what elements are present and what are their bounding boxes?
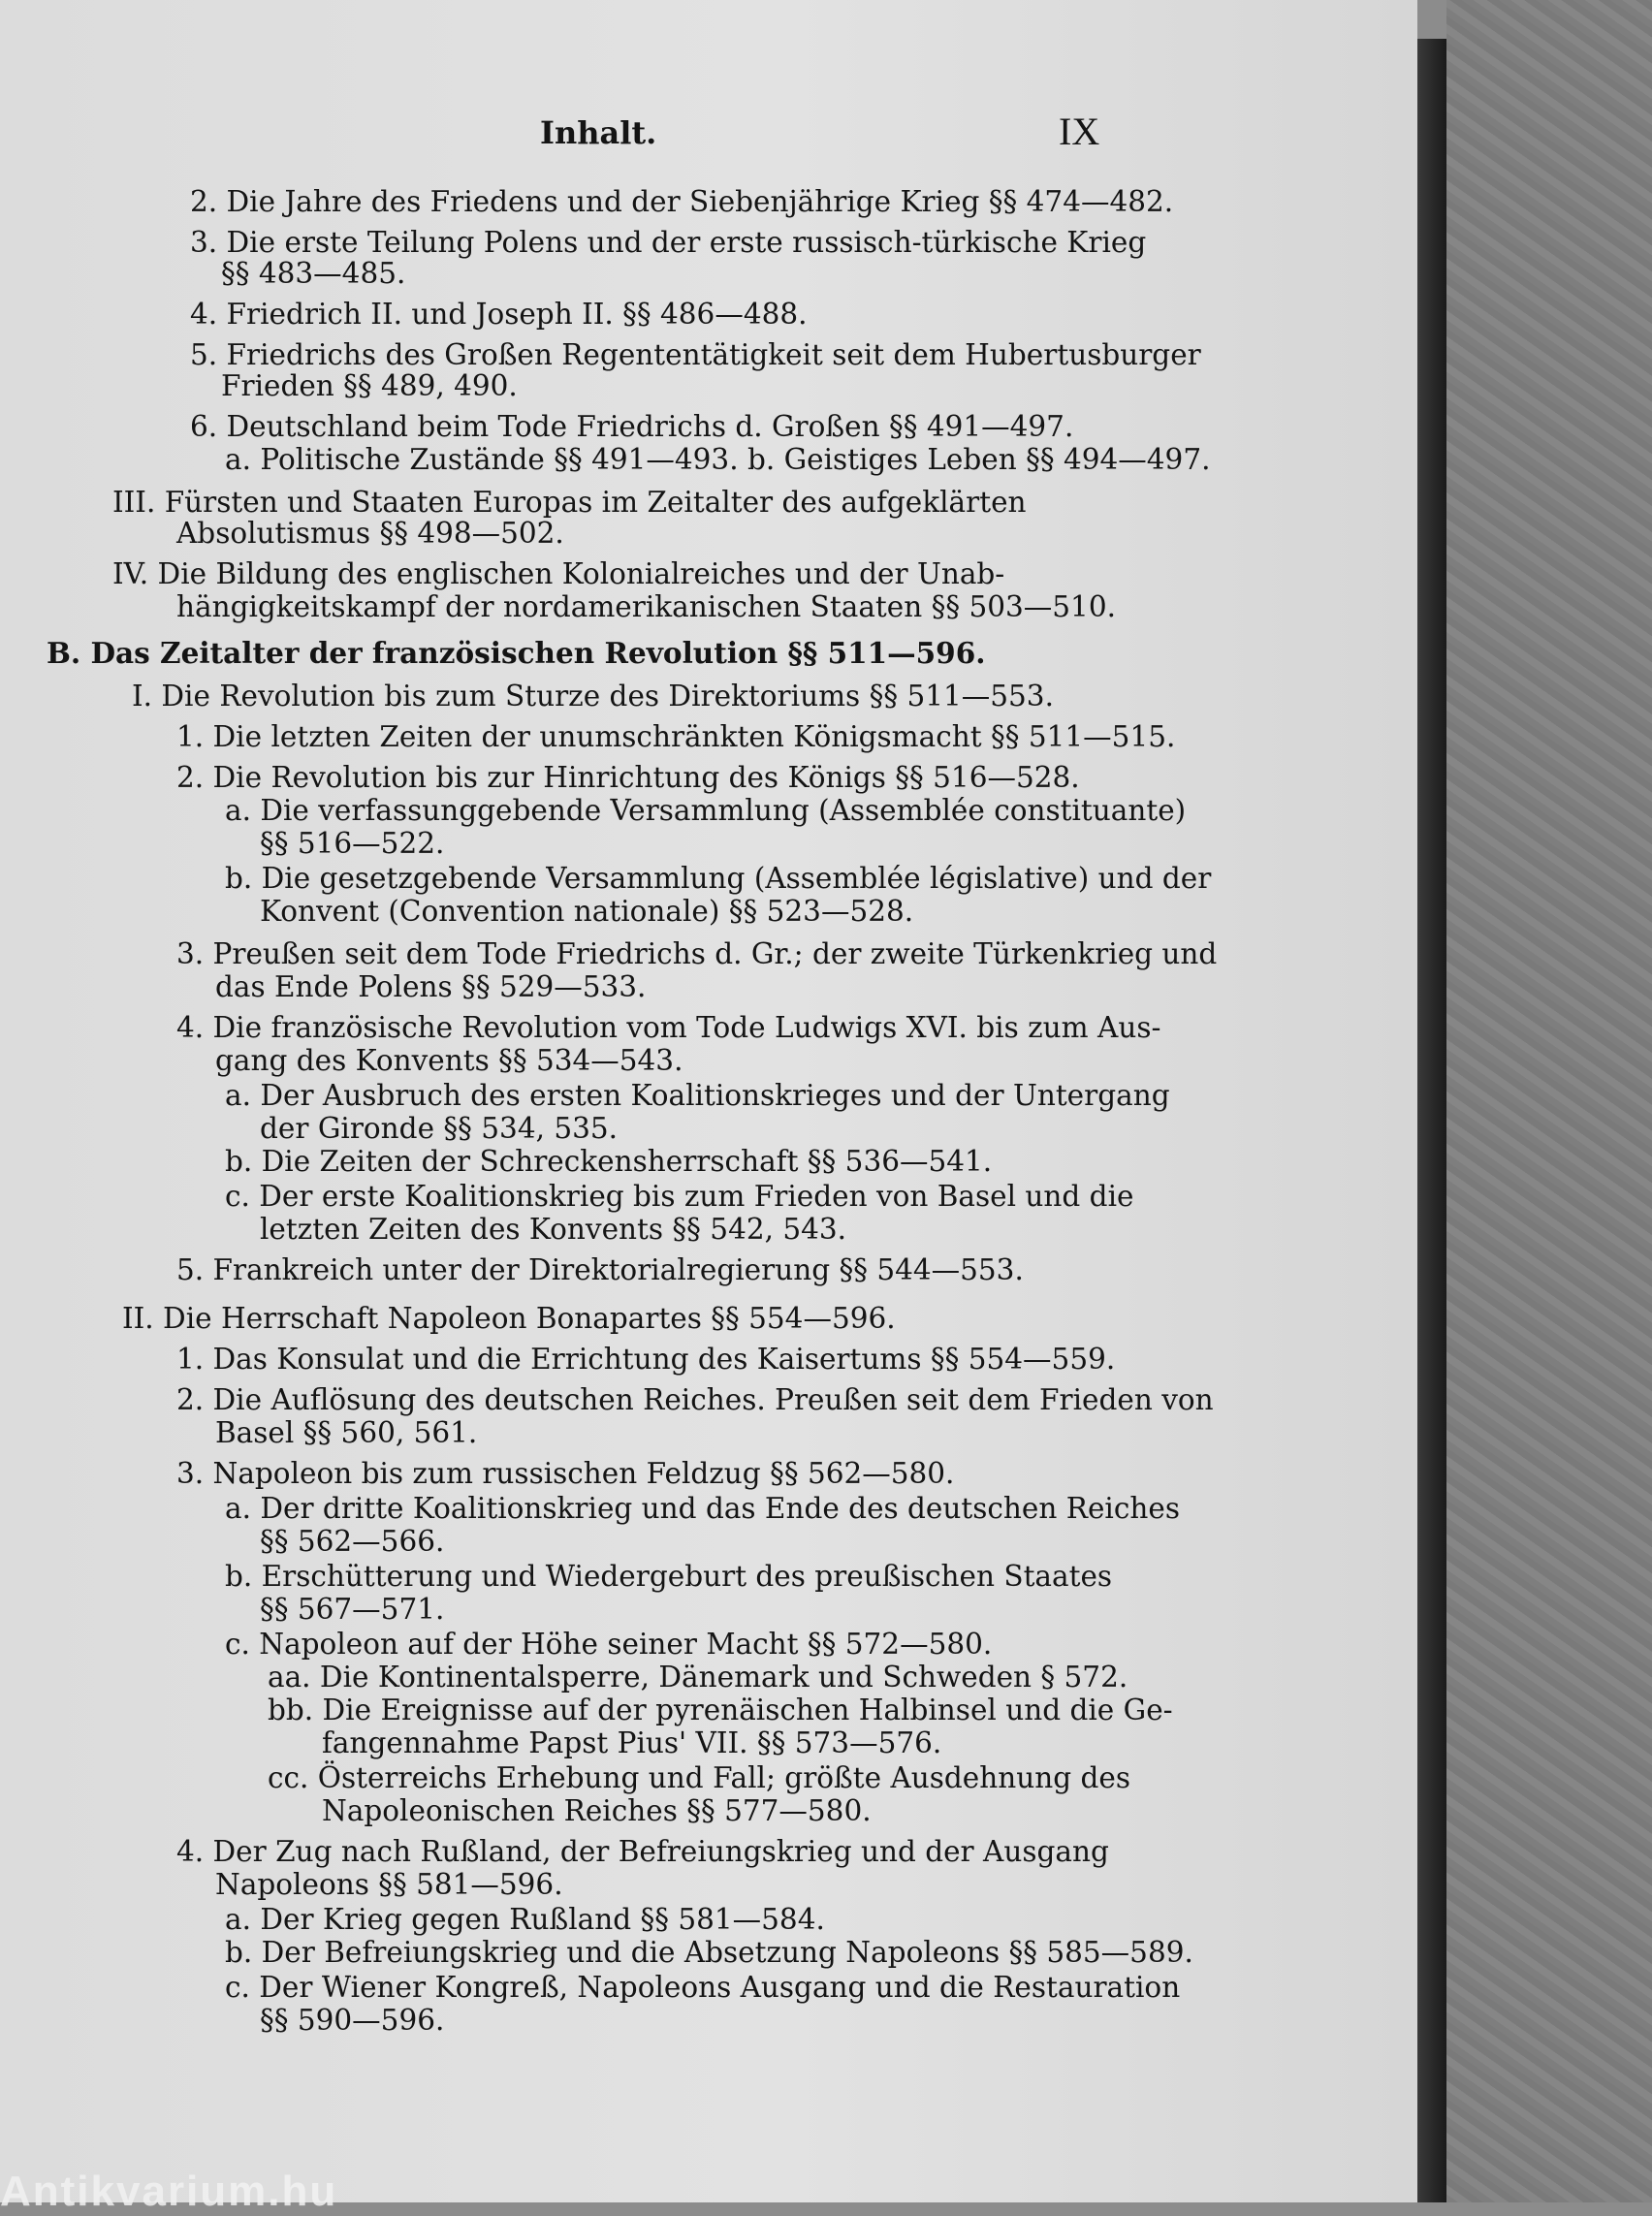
watermark-text: Antikvarium.hu bbox=[0, 2168, 338, 2215]
toc-line: b. Die gesetzgebende Versammlung (Assemblée législative) und der bbox=[225, 862, 1212, 895]
toc-line: Basel §§ 560, 561. bbox=[215, 1416, 478, 1449]
toc-line: 2. Die Jahre des Friedens und der Siebenjährige Krieg §§ 474—482. bbox=[190, 185, 1174, 218]
header-title: Inhalt. bbox=[540, 114, 657, 151]
toc-line: aa. Die Kontinentalsperre, Dänemark und Schweden § 572. bbox=[268, 1661, 1128, 1694]
toc-line: 2. Die Revolution bis zur Hinrichtung des Königs §§ 516—528. bbox=[176, 761, 1080, 794]
toc-line: der Gironde §§ 534, 535. bbox=[260, 1112, 619, 1145]
toc-line: 5. Frankreich unter der Direktorialregierung §§ 544—553. bbox=[176, 1253, 1024, 1286]
toc-line: Absolutismus §§ 498—502. bbox=[176, 517, 564, 550]
toc-line: Napoleonischen Reiches §§ 577—580. bbox=[322, 1794, 872, 1827]
toc-line: 3. Die erste Teilung Polens und der erste russisch-türkische Krieg bbox=[190, 226, 1147, 259]
toc-line: 2. Die Auflösung des deutschen Reiches. Preußen seit dem Frieden von bbox=[176, 1383, 1214, 1416]
toc-section-heading: B. Das Zeitalter der französischen Revolution §§ 511—596. bbox=[47, 636, 986, 670]
toc-line: Napoleons §§ 581—596. bbox=[215, 1868, 563, 1901]
toc-line: gang des Konvents §§ 534—543. bbox=[215, 1044, 683, 1077]
toc-line: 3. Napoleon bis zum russischen Feldzug §§ 562—580. bbox=[176, 1457, 955, 1490]
toc-line: a. Der Krieg gegen Rußland §§ 581—584. bbox=[225, 1903, 825, 1936]
toc-line: §§ 562—566. bbox=[260, 1525, 445, 1558]
header-page-number: IX bbox=[1059, 110, 1100, 153]
toc-line: III. Fürsten und Staaten Europas im Zeitalter des aufgeklärten bbox=[112, 486, 1027, 519]
toc-line: II. Die Herrschaft Napoleon Bonapartes §§ 554—596. bbox=[122, 1302, 896, 1335]
toc-line: Konvent (Convention nationale) §§ 523—528. bbox=[260, 895, 914, 928]
toc-line: IV. Die Bildung des englischen Kolonialreiches und der Unab- bbox=[112, 557, 1005, 590]
toc-line: 1. Die letzten Zeiten der unumschränkten Königsmacht §§ 511—515. bbox=[176, 720, 1176, 753]
book-board-background bbox=[1446, 0, 1652, 2202]
toc-line: bb. Die Ereignisse auf der pyrenäischen Halbinsel und die Ge- bbox=[268, 1694, 1173, 1726]
toc-line: b. Der Befreiungskrieg und die Absetzung Napoleons §§ 585—589. bbox=[225, 1936, 1193, 1969]
toc-line: §§ 516—522. bbox=[260, 827, 445, 860]
toc-line: c. Der erste Koalitionskrieg bis zum Frieden von Basel und die bbox=[225, 1180, 1134, 1213]
toc-line: Frieden §§ 489, 490. bbox=[221, 369, 518, 402]
toc-line: §§ 590—596. bbox=[260, 2004, 445, 2037]
toc-line: 5. Friedrichs des Großen Regententätigkeit seit dem Hubertusburger bbox=[190, 338, 1201, 371]
toc-line: b. Erschütterung und Wiedergeburt des preußischen Staates bbox=[225, 1560, 1113, 1593]
toc-line: 6. Deutschland beim Tode Friedrichs d. Großen §§ 491—497. bbox=[190, 410, 1074, 443]
toc-line: letzten Zeiten des Konvents §§ 542, 543. bbox=[260, 1213, 847, 1246]
toc-line: das Ende Polens §§ 529—533. bbox=[215, 970, 647, 1003]
toc-line: 4. Die französische Revolution vom Tode Ludwigs XVI. bis zum Aus- bbox=[176, 1011, 1161, 1044]
toc-line: a. Der dritte Koalitionskrieg und das Ende des deutschen Reiches bbox=[225, 1492, 1180, 1525]
book-cover-edge bbox=[1417, 39, 1446, 2202]
toc-line: c. Der Wiener Kongreß, Napoleons Ausgang und die Restauration bbox=[225, 1971, 1181, 2004]
toc-line: 3. Preußen seit dem Tode Friedrichs d. Gr.; der zweite Türkenkrieg und bbox=[176, 937, 1218, 970]
toc-line: b. Die Zeiten der Schreckensherrschaft §§ 536—541. bbox=[225, 1145, 993, 1178]
toc-line: cc. Österreichs Erhebung und Fall; größte Ausdehnung des bbox=[268, 1761, 1130, 1794]
toc-line: a. Politische Zustände §§ 491—493. b. Geistiges Leben §§ 494—497. bbox=[225, 443, 1211, 476]
toc-line: 1. Das Konsulat und die Errichtung des Kaisertums §§ 554—559. bbox=[176, 1343, 1116, 1376]
toc-line: 4. Friedrich II. und Joseph II. §§ 486—488. bbox=[190, 298, 808, 331]
toc-line: fangennahme Papst Pius' VII. §§ 573—576. bbox=[322, 1726, 942, 1759]
toc-line: 4. Der Zug nach Rußland, der Befreiungskrieg und der Ausgang bbox=[176, 1835, 1109, 1868]
toc-line: hängigkeitskampf der nordamerikanischen Staaten §§ 503—510. bbox=[176, 590, 1116, 623]
toc-line: §§ 483—485. bbox=[221, 257, 406, 290]
toc-line: a. Die verfassunggebende Versammlung (Assemblée constituante) bbox=[225, 794, 1187, 827]
toc-line: I. Die Revolution bis zum Sturze des Direktoriums §§ 511—553. bbox=[132, 680, 1054, 712]
toc-line: a. Der Ausbruch des ersten Koalitionskrieges und der Untergang bbox=[225, 1079, 1170, 1112]
toc-line: c. Napoleon auf der Höhe seiner Macht §§ 572—580. bbox=[225, 1628, 993, 1661]
page-header bbox=[0, 109, 1417, 157]
toc-line: §§ 567—571. bbox=[260, 1593, 445, 1626]
